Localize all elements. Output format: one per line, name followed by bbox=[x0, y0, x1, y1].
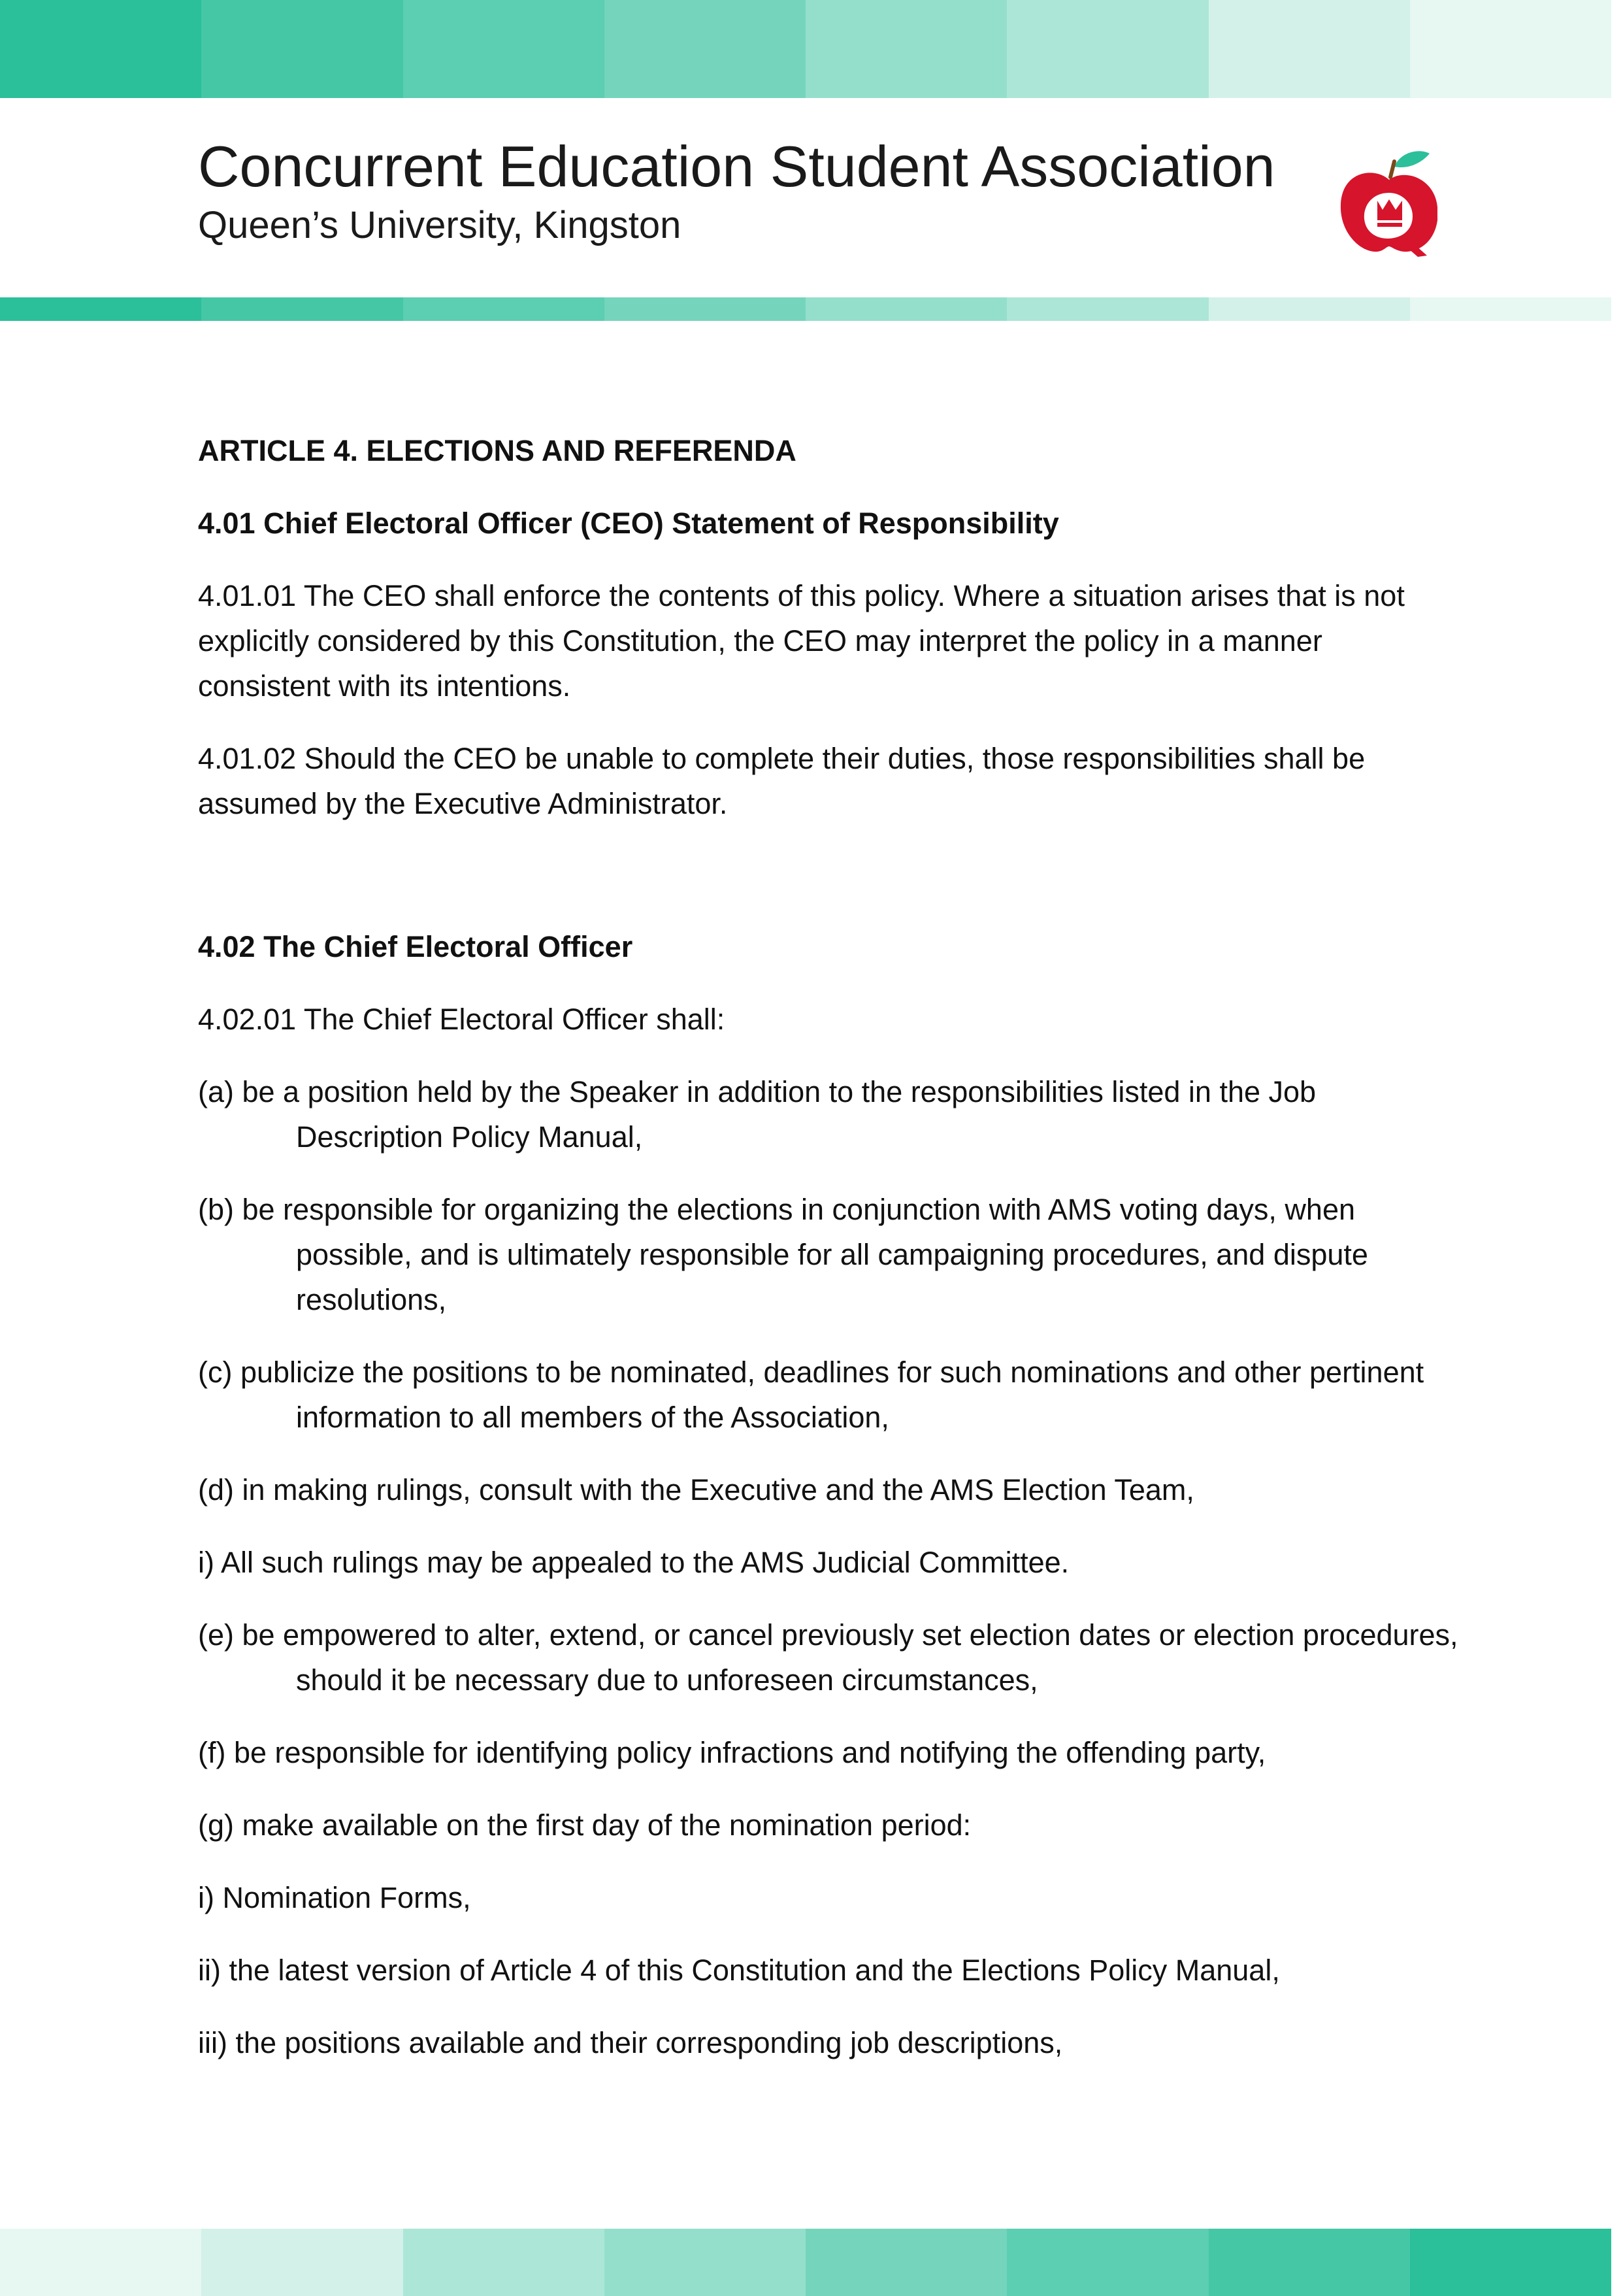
section-heading: 4.01 Chief Electoral Officer (CEO) Statement of Responsibility bbox=[198, 507, 1059, 540]
paragraph: 4.01.01 The CEO shall enforce the contents of this policy. Where a situation arises that is not explicitly considered by this Constitution, the CEO may interpret the policy in a manner consistent with its intentions. bbox=[198, 579, 1405, 703]
band-segment bbox=[806, 297, 1007, 321]
paragraph: 4.01.02 Should the CEO be unable to complete their duties, those responsibilities shall be assumed by the Executive Administrator. bbox=[198, 742, 1366, 820]
section-heading: 4.02 The Chief Electoral Officer bbox=[198, 930, 633, 963]
band-segment bbox=[1007, 297, 1208, 321]
document-body bbox=[198, 428, 1459, 2093]
band-segment bbox=[0, 0, 201, 98]
band-segment bbox=[201, 297, 402, 321]
list-item: i) All such rulings may be appealed to the AMS Judicial Committee. bbox=[198, 1546, 1070, 1579]
apple-crown-logo-icon bbox=[1337, 147, 1441, 258]
band-segment bbox=[806, 2229, 1007, 2296]
list-item: (a) be a position held by the Speaker in addition to the responsibilities listed in the Job Description Policy Manual, bbox=[198, 1075, 1317, 1154]
band-segment bbox=[1007, 2229, 1208, 2296]
band-segment bbox=[604, 2229, 806, 2296]
page-title: Concurrent Education Student Association bbox=[198, 134, 1275, 199]
band-segment bbox=[1209, 297, 1410, 321]
band-segment bbox=[0, 2229, 201, 2296]
band-segment bbox=[1410, 2229, 1611, 2296]
list-item: (c) publicize the positions to be nominated, deadlines for such nominations and other pertinent information to all members of the Association, bbox=[198, 1356, 1424, 1434]
band-segment bbox=[201, 0, 402, 98]
band-segment bbox=[1007, 0, 1208, 98]
band-segment bbox=[403, 0, 604, 98]
band-segment bbox=[604, 297, 806, 321]
list-item: i) Nomination Forms, bbox=[198, 1881, 471, 1914]
bottom-decorative-band bbox=[0, 2229, 1611, 2296]
band-segment bbox=[0, 297, 201, 321]
article-heading: ARTICLE 4. ELECTIONS AND REFERENDA bbox=[198, 434, 796, 467]
paragraph: 4.02.01 The Chief Electoral Officer shall: bbox=[198, 1003, 725, 1036]
band-segment bbox=[1209, 0, 1410, 98]
list-item: (e) be empowered to alter, extend, or cancel previously set election dates or election procedures, should it be necessary due to unforeseen circumstances, bbox=[198, 1618, 1458, 1697]
band-segment bbox=[1209, 2229, 1410, 2296]
band-segment bbox=[1410, 0, 1611, 98]
band-segment bbox=[806, 0, 1007, 98]
band-segment bbox=[403, 2229, 604, 2296]
list-item: iii) the positions available and their corresponding job descriptions, bbox=[198, 2026, 1063, 2059]
band-segment bbox=[201, 2229, 402, 2296]
band-segment bbox=[403, 297, 604, 321]
list-item: (b) be responsible for organizing the elections in conjunction with AMS voting days, when possible, and is ultimately responsible for all campaigning procedures, and dispute resolutions, bbox=[198, 1193, 1368, 1316]
band-segment bbox=[1410, 297, 1611, 321]
band-segment bbox=[604, 0, 806, 98]
list-item: (g) make available on the first day of the nomination period: bbox=[198, 1808, 972, 1842]
header-divider-band bbox=[0, 297, 1611, 321]
list-item: (f) be responsible for identifying policy infractions and notifying the offending party, bbox=[198, 1736, 1266, 1769]
list-item: (d) in making rulings, consult with the Executive and the AMS Election Team, bbox=[198, 1473, 1194, 1506]
list-item: ii) the latest version of Article 4 of this Constitution and the Elections Policy Manual, bbox=[198, 1954, 1280, 1987]
top-decorative-band bbox=[0, 0, 1611, 98]
page-subtitle: Queen’s University, Kingston bbox=[198, 204, 681, 246]
